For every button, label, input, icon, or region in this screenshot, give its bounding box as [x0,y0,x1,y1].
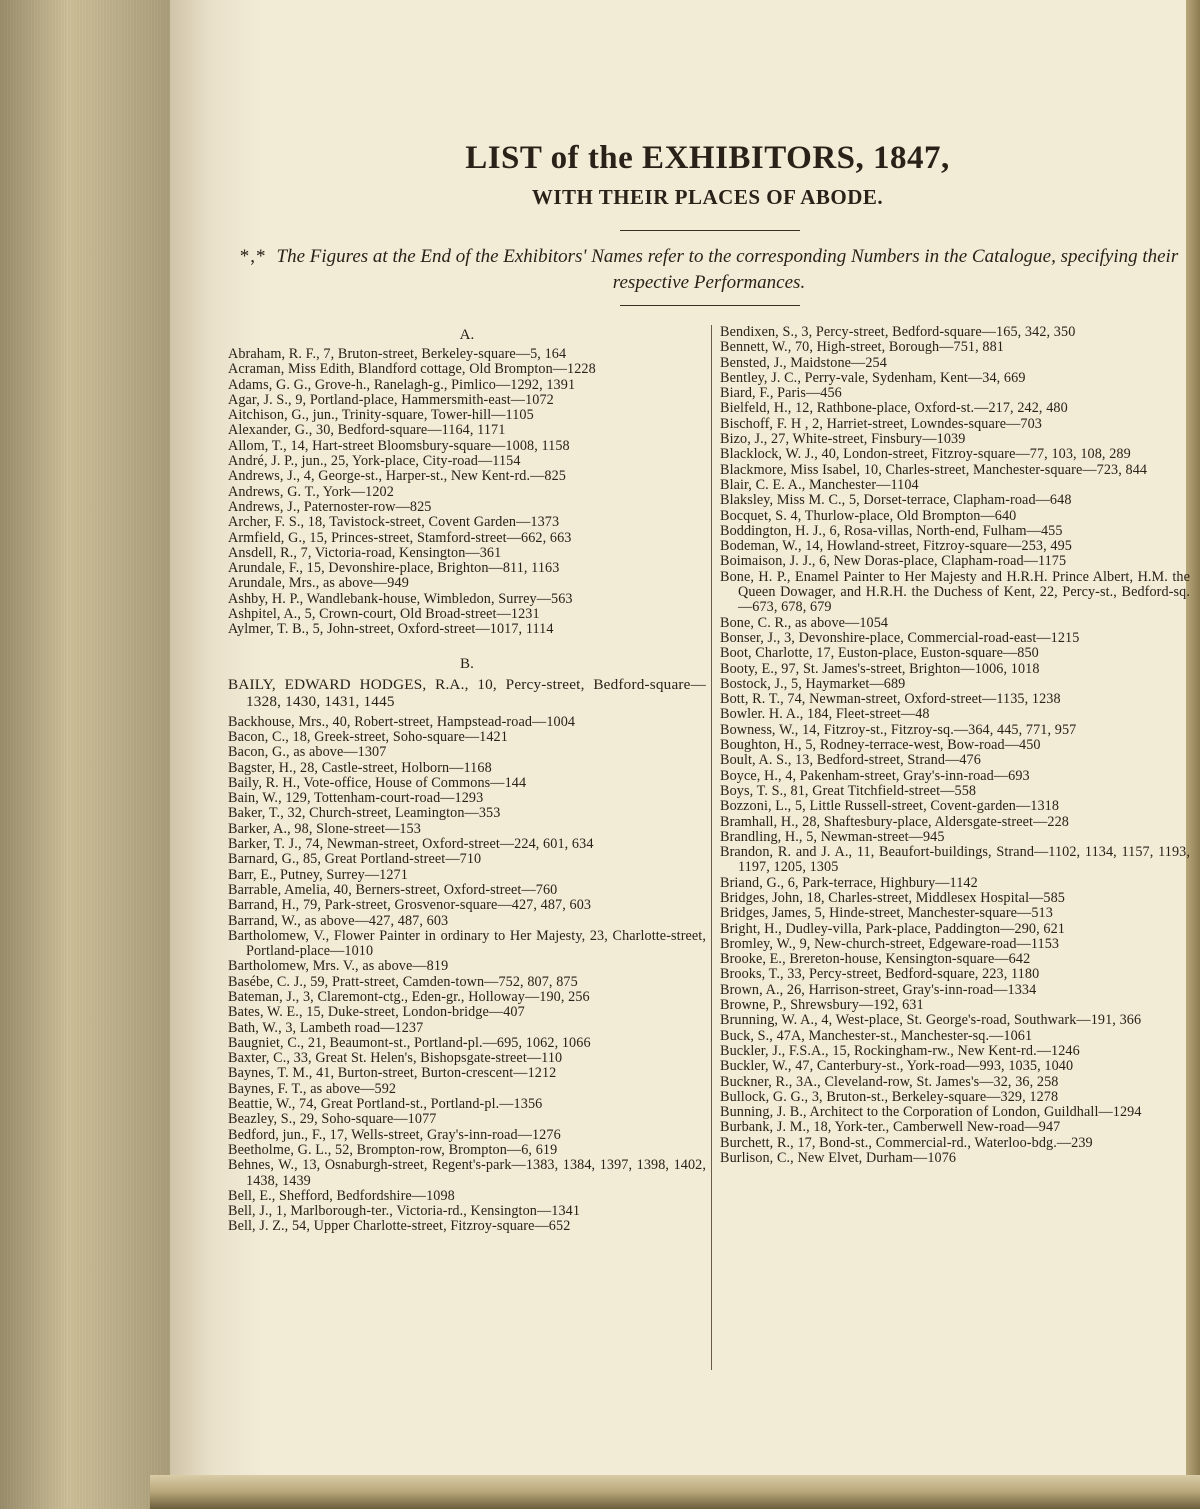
list-item: Armfield, G., 15, Princes-street, Stamford-street—662, 663 [228,529,572,546]
list-item: Bagster, H., 28, Castle-street, Holborn—1168 [228,759,492,776]
list-item: Barrand, H., 79, Park-street, Grosvenor-square—427, 487, 603 [228,897,592,914]
list-item: Burlison, C., New Elvet, Durham—1076 [720,1150,957,1167]
list-item: Abraham, R. F., 7, Bruton-street, Berkeley-square—5, 164 [228,346,567,362]
list-item: Biard, F., Paris—456 [720,385,842,402]
list-item: Basébe, C. J., 59, Pratt-street, Camden-town—752, 807, 875 [228,973,578,990]
list-item: Bartholomew, Mrs. V., as above—819 [228,958,449,975]
list-item: Barr, E., Putney, Surrey—1271 [228,866,408,883]
list-item: Briand, G., 6, Park-terrace, Highbury—1142 [720,874,978,891]
list-item: Bensted, J., Maidstone—254 [720,354,887,371]
list-item: Bain, W., 129, Tottenham-court-road—1293 [228,790,484,807]
list-item: Bowness, W., 14, Fitzroy-st., Fitzroy-sq.—364, 445, 771, 957 [720,721,1077,738]
list-item: Archer, F. S., 18, Tavistock-street, Covent Garden—1373 [228,514,560,531]
list-item: Bromley, W., 9, New-church-street, Edgeware-road—1153 [720,935,1060,952]
list-item: Bostock, J., 5, Haymarket—689 [720,675,906,692]
list-item: Brandon, R. and J. A., 11, Beaufort-buildings, Strand—1102, 1134, 1157, 1193, 1197, 1205, 1305 [720,844,1190,876]
list-item: Bozzoni, L., 5, Little Russell-street, Covent-garden—1318 [720,798,1060,815]
list-item: Backhouse, Mrs., 40, Robert-street, Hampstead-road—1004 [228,713,576,730]
list-item: Buck, S., 47A, Manchester-st., Manchester-sq.—1061 [720,1027,1033,1044]
list-item: Baxter, C., 33, Great St. Helen's, Bishopsgate-street—110 [228,1050,563,1067]
list-item: Blacklock, W. J., 40, London-street, Fitzroy-square—77, 103, 108, 289 [720,446,1131,463]
list-item: Boimaison, J. J., 6, New Doras-place, Clapham-road—1175 [720,553,1067,570]
list-item: Buckler, J., F.S.A., 15, Rockingham-rw., New Kent-rd.—1246 [720,1042,1080,1059]
list-item: Boot, Charlotte, 17, Euston-place, Euston-square—850 [720,645,1039,662]
list-item: Burchett, R., 17, Bond-st., Commercial-rd., Waterloo-bdg.—239 [720,1134,1093,1151]
entry-list-b [228,715,706,1235]
list-item: Boyce, H., 4, Pakenham-street, Gray's-inn-road—693 [720,767,1030,784]
list-item: Bacon, G., as above—1307 [228,744,387,761]
note-asterism: *,* [239,246,267,267]
list-item: Barrable, Amelia, 40, Berners-street, Oxford-street—760 [228,881,558,898]
list-item: Bates, W. E., 15, Duke-street, London-bridge—407 [228,1004,525,1021]
bottom-page-edge [150,1475,1200,1509]
list-item: Brooks, T., 33, Percy-street, Bedford-square, 223, 1180 [720,966,1040,983]
list-item: Ashby, H. P., Wandlebank-house, Wimbledon, Surrey—563 [228,590,573,607]
list-item: Bott, R. T., 74, Newman-street, Oxford-street—1135, 1238 [720,691,1061,708]
list-item: Bedford, jun., F., 17, Wells-street, Gray's-inn-road—1276 [228,1126,561,1143]
list-item: Buckler, W., 47, Canterbury-st., York-road—993, 1035, 1040 [720,1058,1074,1075]
list-item: Arundale, Mrs., as above—949 [228,575,409,592]
list-item: Andrews, J., 4, George-st., Harper-st., New Kent-rd.—825 [228,468,566,485]
list-item: Andrews, G. T., York—1202 [228,483,394,500]
list-item: Bendixen, S., 3, Percy-street, Bedford-square—165, 342, 350 [720,324,1076,340]
list-item: Baynes, F. T., as above—592 [228,1080,397,1097]
list-item: Bell, J. Z., 54, Upper Charlotte-street, Fitzroy-square—652 [228,1218,571,1235]
list-item: Alexander, G., 30, Bedford-square—1164, 1171 [228,422,506,439]
list-item: Barrand, W., as above—427, 487, 603 [228,912,449,929]
list-item: Blaksley, Miss M. C., 5, Dorset-terrace, Clapham-road—648 [720,492,1072,509]
list-item: Barker, T. J., 74, Newman-street, Oxford-street—224, 601, 634 [228,836,594,853]
list-item: Boys, T. S., 81, Great Titchfield-street—558 [720,782,977,799]
list-item: Allom, T., 14, Hart-street Bloomsbury-square—1008, 1158 [228,437,570,454]
list-item: Brunning, W. A., 4, West-place, St. George's-road, Southwark—191, 366 [720,1012,1142,1029]
list-item: Bentley, J. C., Perry-vale, Sydenham, Kent—34, 669 [720,369,1026,386]
list-item: Bunning, J. B., Architect to the Corporation of London, Guildhall—1294 [720,1104,1142,1121]
list-item: Bischoff, F. H , 2, Harriet-street, Lowndes-square—703 [720,415,1042,432]
list-item: Boddington, H. J., 6, Rosa-villas, North-end, Fulham—455 [720,522,1063,539]
list-item: Brandling, H., 5, Newman-street—945 [720,828,945,845]
list-item: Bennett, W., 70, High-street, Borough—751, 881 [720,339,1004,356]
list-item: Aitchison, G., jun., Trinity-square, Tower-hill—1105 [228,407,534,424]
list-item: Bath, W., 3, Lambeth road—1237 [228,1019,424,1036]
note-text: The Figures at the End of the Exhibitors' Names refer to the corresponding Numbers in the Catalogue, specifying their respective Performances. [276,246,1179,293]
list-item: Beetholme, G. L., 52, Brompton-row, Brompton—6, 619 [228,1141,558,1158]
list-item: Bielfeld, H., 12, Rathbone-place, Oxford-st.—217, 242, 480 [720,400,1068,417]
list-item: Bartholomew, V., Flower Painter in ordinary to Her Majesty, 23, Charlotte-street, Portland-place—1010 [228,927,706,960]
entry-list-a [228,347,706,638]
page-stack-edge [0,0,170,1509]
list-item: Beazley, S., 29, Soho-square—1077 [228,1111,437,1128]
catalogue-note [230,244,1188,296]
entry-list-right [720,325,1190,1166]
left-column [228,323,706,1235]
list-item: Beattie, W., 74, Great Portland-st., Portland-pl.—1356 [228,1096,543,1113]
list-item: Bramhall, H., 28, Shaftesbury-place, Aldersgate-street—228 [720,813,1069,830]
list-item: Acraman, Miss Edith, Blandford cottage, Old Brompton—1228 [228,361,596,378]
list-item: Browne, P., Shrewsbury—192, 631 [720,997,924,1014]
list-item: Burbank, J. M., 18, York-ter., Camberwell New-road—947 [720,1119,1061,1136]
column-divider [711,325,712,1370]
list-item: André, J. P., jun., 25, York-place, City-road—1154 [228,453,521,470]
section-heading-b: B. [460,655,474,672]
list-item: Booty, E., 97, St. James's-street, Brighton—1006, 1018 [720,660,1040,677]
note-rule [620,305,800,306]
list-item: Bizo, J., 27, White-street, Finsbury—1039 [720,431,966,448]
list-item: Bell, J., 1, Marlborough-ter., Victoria-rd., Kensington—1341 [228,1203,581,1220]
list-item: Brown, A., 26, Harrison-street, Gray's-inn-road—1334 [720,981,1037,998]
list-item: Bodeman, W., 14, Howland-street, Fitzroy-square—253, 495 [720,538,1072,555]
list-item: Andrews, J., Paternoster-row—825 [228,498,432,515]
list-item: Bateman, J., 3, Claremont-ctg., Eden-gr., Holloway—190, 256 [228,988,590,1005]
list-item: Bacon, C., 18, Greek-street, Soho-square—1421 [228,728,508,745]
list-item: Blackmore, Miss Isabel, 10, Charles-street, Manchester-square—723, 844 [720,461,1148,478]
list-item: Barker, A., 98, Slone-street—153 [228,820,421,837]
list-item: Bone, C. R., as above—1054 [720,614,889,631]
list-item: Bone, H. P., Enamel Painter to Her Majesty and H.R.H. Prince Albert, H.M. the Queen Dowager, and H.R.H. the Duchess of Kent, 22, Percy-st., Bedford-sq.—673, 678, 679 [720,568,1190,616]
list-item: Baugniet, C., 21, Beaumont-st., Portland-pl.—695, 1062, 1066 [228,1034,591,1051]
page-subtitle: WITH THEIR PLACES OF ABODE. [531,185,884,209]
list-item: Bridges, James, 5, Hinde-street, Manchester-square—513 [720,905,1053,922]
list-item: Bonser, J., 3, Devonshire-place, Commercial-road-east—1215 [720,629,1080,646]
list-item: Buckner, R., 3A., Cleveland-row, St. James's—32, 36, 258 [720,1073,1059,1090]
list-item: Barnard, G., 85, Great Portland-street—710 [228,851,482,868]
list-item: Aylmer, T. B., 5, John-street, Oxford-street—1017, 1114 [228,621,554,638]
title-rule [620,230,800,231]
list-item: Blair, C. E. A., Manchester—1104 [720,476,919,493]
list-item: Baily, R. H., Vote-office, House of Commons—144 [228,774,527,791]
list-item: Baynes, T. M., 41, Burton-street, Burton-crescent—1212 [228,1065,557,1082]
list-item: Agar, J. S., 9, Portland-place, Hammersmith-east—1072 [228,391,554,408]
list-item: Bocquet, S. 4, Thurlow-place, Old Brompton—640 [720,507,1017,524]
list-item: Brooke, E., Brereton-house, Kensington-square—642 [720,951,1031,968]
list-item: Boughton, H., 5, Rodney-terrace-west, Bow-road—450 [720,737,1041,754]
list-item: Bullock, G. G., 3, Bruton-st., Berkeley-square—329, 1278 [720,1088,1059,1105]
list-item: Adams, G. G., Grove-h., Ranelagh-g., Pimlico—1292, 1391 [228,376,576,393]
list-item: Bridges, John, 18, Charles-street, Middlesex Hospital—585 [720,889,1065,906]
list-item: Bell, E., Shefford, Bedfordshire—1098 [228,1187,455,1204]
list-item: Bright, H., Dudley-villa, Park-place, Paddington—290, 621 [720,920,1065,937]
list-item: Ansdell, R., 7, Victoria-road, Kensington—361 [228,544,502,561]
list-item: Baker, T., 32, Church-street, Leamington—353 [228,805,501,822]
page-title: LIST of the EXHIBITORS, 1847, [465,140,950,176]
list-item: Bowler. H. A., 184, Fleet-street—48 [720,706,930,723]
lead-entry: BAILY, EDWARD HODGES, R.A., 10, Percy-street, Bedford-square—1328, 1430, 1431, 1445 [228,675,706,710]
list-item: Behnes, W., 13, Osnaburgh-street, Regent's-park—1383, 1384, 1397, 1398, 1402, 1438, 1439 [228,1157,706,1189]
section-heading-a: A. [459,327,475,343]
list-item: Boult, A. S., 13, Bedford-street, Strand—476 [720,752,981,769]
right-column [720,325,1190,1166]
list-item: Arundale, F., 15, Devonshire-place, Brighton—811, 1163 [228,560,560,577]
list-item: Ashpitel, A., 5, Crown-court, Old Broad-street—1231 [228,606,540,623]
